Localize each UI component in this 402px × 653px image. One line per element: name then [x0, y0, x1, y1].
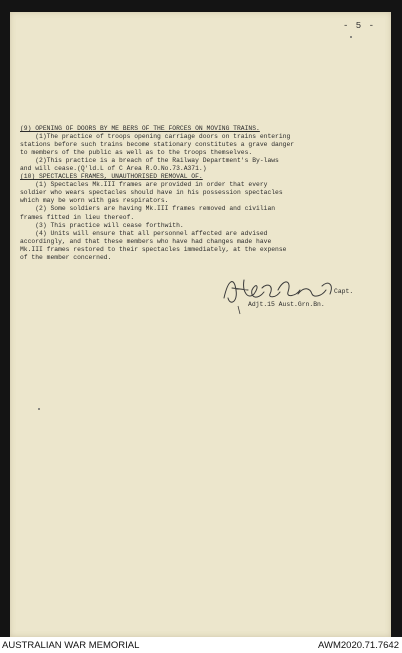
- document-line: (2) Some soldiers are having Mk.III frames removed and civilian: [20, 205, 276, 213]
- document-line: (9) OPENING OF DOORS BY ME BERS OF THE FORCES ON MOVING TRAINS.: [20, 125, 260, 132]
- document-line: of the member concerned.: [20, 253, 112, 261]
- document-line: (2)This practice is a breach of the Railway Department's By-laws: [20, 157, 279, 165]
- page-number-mark: - 5 -: [342, 21, 375, 31]
- document-line: Mk.III frames restored to their spectacles immediately, at the expense: [20, 245, 287, 253]
- typed-orders-text: [20, 125, 370, 262]
- footer-accession-number: AWM2020.71.7642: [318, 640, 399, 651]
- document-line: (1)The practice of troops opening carriage doors on trains entering: [20, 133, 291, 141]
- document-line: (3) This practice will cease forthwith.: [20, 221, 184, 229]
- document-line: stations before such trains become stationary constitutes a grave danger: [20, 141, 295, 149]
- signature-rank: Capt.: [334, 288, 354, 295]
- document-line: soldier who wears spectacles should have in his possession spectacles: [20, 189, 283, 197]
- document-line: to members of the public as well as to the troops themselves.: [20, 149, 253, 157]
- document-line: (1) Spectacles Mk.III frames are provided in order that every: [20, 181, 268, 189]
- document-line: (10) SPECTACLES FRAMES, UNAUTHORISED REMOVAL OF.: [20, 173, 203, 181]
- document-line: frames fitted in lieu thereof.: [20, 213, 135, 221]
- paper-speck: [38, 408, 40, 410]
- document-line: (4) Units will ensure that all personnel affected are advised: [20, 229, 268, 237]
- document-line: which may be worn with gas respirators.: [20, 197, 169, 205]
- archive-footer: [0, 637, 402, 653]
- document-line: accordingly, and that these members who have had changes made have: [20, 237, 272, 245]
- signature-title: Adjt.15 Aust.Grn.Bn.: [248, 301, 325, 308]
- footer-institution: AUSTRALIAN WAR MEMORIAL: [2, 640, 140, 651]
- document-page: [10, 12, 391, 637]
- document-line: and will cease.(Q'ld.L of C Area R.O.No.73.A371.): [20, 165, 207, 173]
- paper-speck: [350, 36, 352, 38]
